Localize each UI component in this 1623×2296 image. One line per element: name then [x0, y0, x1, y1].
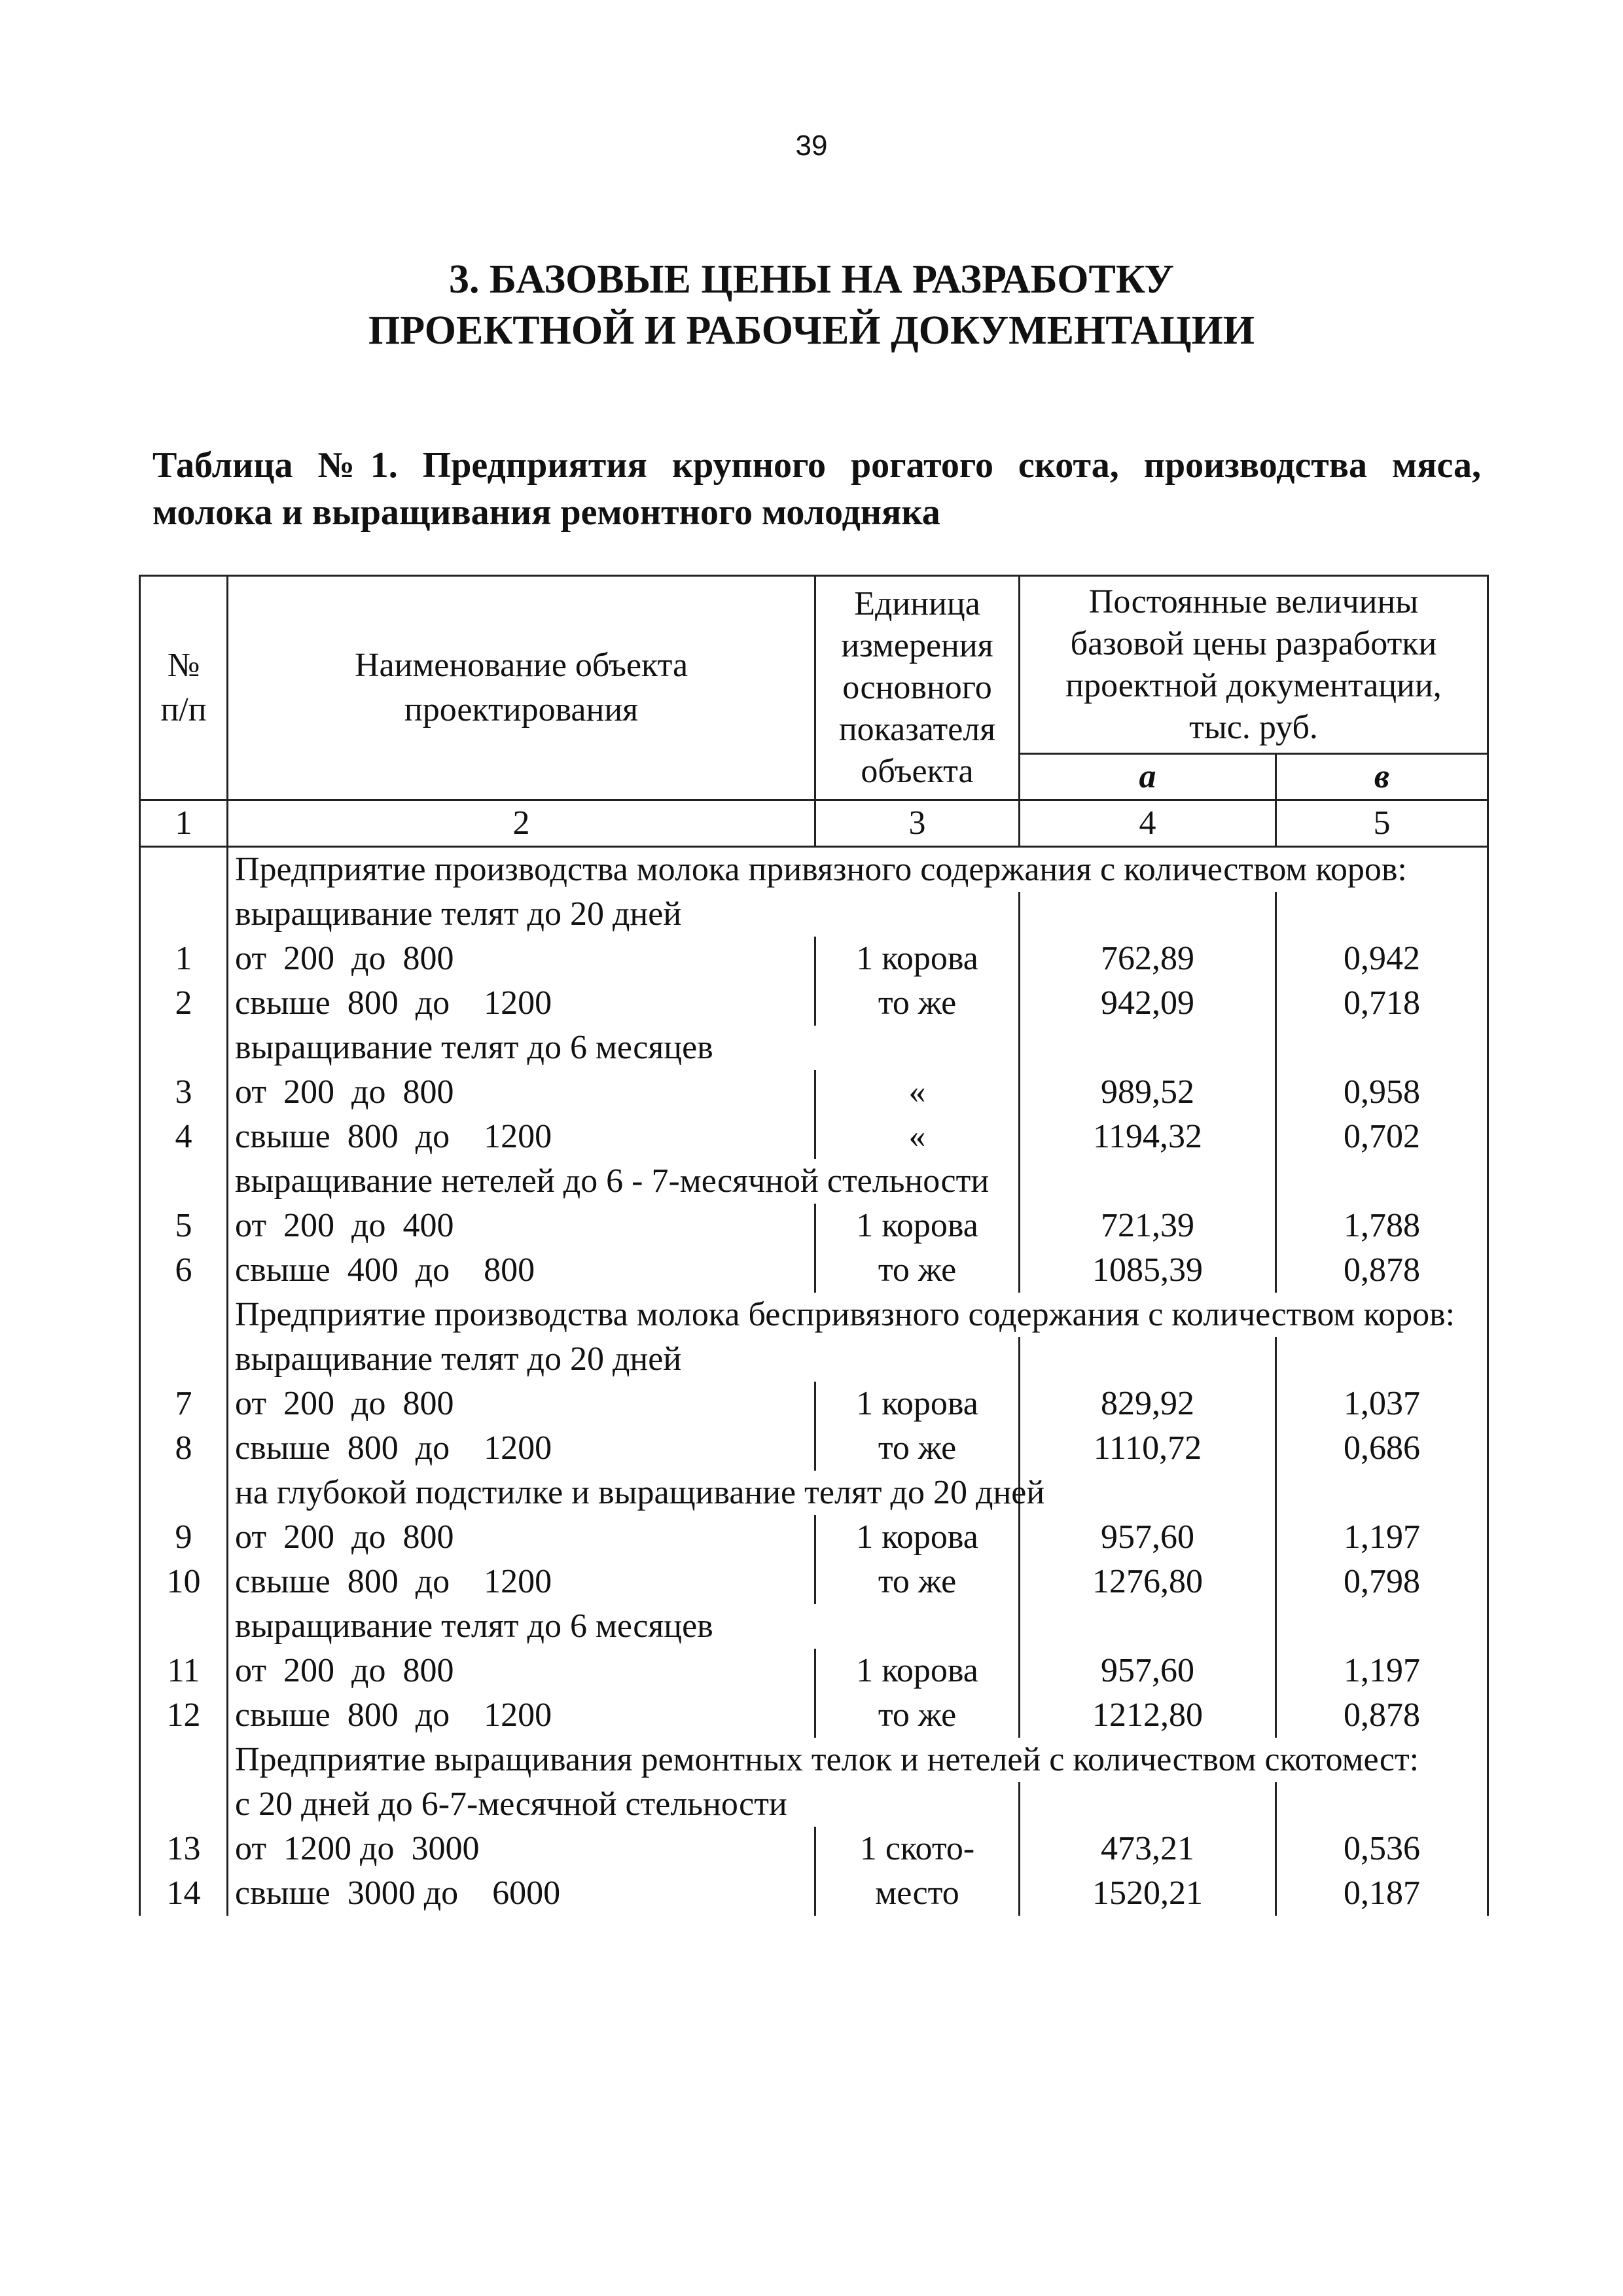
- group-title: Предприятие производства молока беспривязного содержания с количеством коров:: [228, 1293, 1488, 1337]
- table-row: [140, 1115, 1488, 1159]
- object-name: свыше 800 до 1200: [228, 981, 815, 1026]
- price-table: [139, 575, 1489, 1916]
- header-num-line: №: [167, 647, 200, 684]
- row-number-empty: [140, 1782, 228, 1827]
- subgroup-title: выращивание нетелей до 6 - 7-месячной стельности: [228, 1159, 1020, 1204]
- value-empty: [1020, 1471, 1276, 1515]
- object-name: свыше 800 до 1200: [228, 1560, 815, 1604]
- header-unit-line: объекта: [861, 753, 974, 790]
- value-b: 0,536: [1276, 1827, 1488, 1871]
- column-number: 2: [228, 800, 815, 847]
- unit-of-measure: 1 ското-: [815, 1827, 1020, 1871]
- value-a: 942,09: [1020, 981, 1276, 1026]
- row-number: 2: [140, 981, 228, 1026]
- value-empty: [1276, 1782, 1488, 1827]
- table-row: [140, 1515, 1488, 1560]
- subgroup-title: выращивание телят до 6 месяцев: [228, 1026, 1020, 1070]
- row-number: 3: [140, 1070, 228, 1115]
- unit-of-measure: место: [815, 1871, 1020, 1916]
- unit-of-measure: «: [815, 1115, 1020, 1159]
- table-row: [140, 1649, 1488, 1693]
- value-empty: [1020, 1782, 1276, 1827]
- row-number-empty: [140, 1337, 228, 1382]
- group-title: Предприятие производства молока привязного содержания с количеством коров:: [228, 847, 1488, 893]
- value-b: 0,942: [1276, 937, 1488, 981]
- row-number: 7: [140, 1382, 228, 1426]
- row-number: 8: [140, 1426, 228, 1471]
- row-number-empty: [140, 1604, 228, 1649]
- table-row: [140, 1426, 1488, 1471]
- value-b: 1,037: [1276, 1382, 1488, 1426]
- object-name: свыше 400 до 800: [228, 1248, 815, 1293]
- value-a: 989,52: [1020, 1070, 1276, 1115]
- object-name: от 200 до 400: [228, 1204, 815, 1248]
- object-name: от 1200 до 3000: [228, 1827, 815, 1871]
- column-number-row: [140, 800, 1488, 847]
- subgroup-title: с 20 дней до 6-7-месячной стельности: [228, 1782, 1020, 1827]
- column-number: 5: [1276, 800, 1488, 847]
- value-empty: [1020, 1337, 1276, 1382]
- row-number-empty: [140, 1293, 228, 1337]
- section-title-line-2: ПРОЕКТНОЙ И РАБОЧЕЙ ДОКУМЕНТАЦИИ: [368, 308, 1255, 353]
- value-a: 957,60: [1020, 1649, 1276, 1693]
- value-b: 0,718: [1276, 981, 1488, 1026]
- row-number-empty: [140, 1471, 228, 1515]
- value-empty: [1276, 1471, 1488, 1515]
- value-b: 0,878: [1276, 1693, 1488, 1738]
- row-number: 4: [140, 1115, 228, 1159]
- group-title-row: [140, 1293, 1488, 1337]
- subgroup-title-row: [140, 1604, 1488, 1649]
- value-a: 721,39: [1020, 1204, 1276, 1248]
- value-a: 473,21: [1020, 1827, 1276, 1871]
- value-empty: [1276, 1159, 1488, 1204]
- header-price: [1020, 576, 1488, 754]
- value-a: 957,60: [1020, 1515, 1276, 1560]
- object-name: от 200 до 800: [228, 1649, 815, 1693]
- object-name: от 200 до 800: [228, 1382, 815, 1426]
- object-name: свыше 800 до 1200: [228, 1426, 815, 1471]
- header-name-line: проектирования: [404, 691, 639, 728]
- unit-of-measure: то же: [815, 981, 1020, 1026]
- value-b: 0,878: [1276, 1248, 1488, 1293]
- subgroup-title: выращивание телят до 20 дней: [228, 892, 1020, 937]
- value-empty: [1020, 1026, 1276, 1070]
- unit-of-measure: 1 корова: [815, 1382, 1020, 1426]
- table-row: [140, 1693, 1488, 1738]
- unit-of-measure: то же: [815, 1248, 1020, 1293]
- subgroup-title-row: [140, 1471, 1488, 1515]
- table-row: [140, 1871, 1488, 1916]
- table-row: [140, 981, 1488, 1026]
- value-a: 1110,72: [1020, 1426, 1276, 1471]
- row-number-empty: [140, 892, 228, 937]
- value-b: 1,197: [1276, 1649, 1488, 1693]
- unit-of-measure: 1 корова: [815, 1204, 1020, 1248]
- subgroup-title-row: [140, 1159, 1488, 1204]
- header-price-line: Постоянные величины: [1088, 583, 1419, 620]
- value-a: 1276,80: [1020, 1560, 1276, 1604]
- object-name: свыше 800 до 1200: [228, 1115, 815, 1159]
- value-empty: [1020, 1604, 1276, 1649]
- subgroup-title-row: [140, 892, 1488, 937]
- header-price-line: базовой цены разработки: [1070, 624, 1437, 662]
- table-caption: Таблица №1. Предприятия крупного рогатого скота, производства мяса, молока и выращивания ремонтного молодняка: [152, 445, 1481, 533]
- page-number: 39: [795, 130, 828, 162]
- table-row: [140, 1560, 1488, 1604]
- header-unit: [815, 576, 1020, 800]
- header-unit-line: Единица: [854, 585, 980, 622]
- table-row: [140, 1827, 1488, 1871]
- value-b: 0,686: [1276, 1426, 1488, 1471]
- subgroup-title: выращивание телят до 6 месяцев: [228, 1604, 1020, 1649]
- value-a: 1520,21: [1020, 1871, 1276, 1916]
- row-number-empty: [140, 847, 228, 893]
- value-b: 0,798: [1276, 1560, 1488, 1604]
- row-number: 5: [140, 1204, 228, 1248]
- value-empty: [1020, 892, 1276, 937]
- header-num-line: п/п: [160, 691, 207, 728]
- subgroup-title-row: [140, 1337, 1488, 1382]
- value-empty: [1276, 1604, 1488, 1649]
- unit-of-measure: то же: [815, 1426, 1020, 1471]
- value-b: 0,702: [1276, 1115, 1488, 1159]
- table-row: [140, 1204, 1488, 1248]
- header-name: [228, 576, 815, 800]
- object-name: от 200 до 800: [228, 1515, 815, 1560]
- value-a: 1194,32: [1020, 1115, 1276, 1159]
- group-title-row: [140, 1738, 1488, 1782]
- unit-of-measure: 1 корова: [815, 1649, 1020, 1693]
- table-row: [140, 1248, 1488, 1293]
- table-row: [140, 1382, 1488, 1426]
- table-body: [140, 800, 1488, 1916]
- section-title-line-1: 3. БАЗОВЫЕ ЦЕНЫ НА РАЗРАБОТКУ: [448, 257, 1175, 302]
- table-row: [140, 937, 1488, 981]
- value-a: 762,89: [1020, 937, 1276, 981]
- section-title: [0, 254, 1623, 356]
- object-name: от 200 до 800: [228, 937, 815, 981]
- table-header: [140, 576, 1488, 800]
- row-number: 6: [140, 1248, 228, 1293]
- value-a: 1212,80: [1020, 1693, 1276, 1738]
- header-col-b: в: [1276, 754, 1488, 800]
- row-number-empty: [140, 1738, 228, 1782]
- row-number: 1: [140, 937, 228, 981]
- group-title-row: [140, 847, 1488, 893]
- row-number-empty: [140, 1159, 228, 1204]
- row-number: 12: [140, 1693, 228, 1738]
- value-b: 0,187: [1276, 1871, 1488, 1916]
- header-col-a: а: [1020, 754, 1276, 800]
- object-name: от 200 до 800: [228, 1070, 815, 1115]
- value-a: 1085,39: [1020, 1248, 1276, 1293]
- object-name: свыше 800 до 1200: [228, 1693, 815, 1738]
- header-price-line: проектной документации,: [1065, 666, 1442, 704]
- value-empty: [1276, 892, 1488, 937]
- header-unit-line: основного: [842, 669, 992, 706]
- row-number: 11: [140, 1649, 228, 1693]
- value-empty: [1020, 1159, 1276, 1204]
- subgroup-title-row: [140, 1782, 1488, 1827]
- object-name: свыше 3000 до 6000: [228, 1871, 815, 1916]
- row-number: 13: [140, 1827, 228, 1871]
- subgroup-title: выращивание телят до 20 дней: [228, 1337, 1020, 1382]
- value-empty: [1276, 1026, 1488, 1070]
- row-number: 14: [140, 1871, 228, 1916]
- value-b: 1,197: [1276, 1515, 1488, 1560]
- value-b: 1,788: [1276, 1204, 1488, 1248]
- value-b: 0,958: [1276, 1070, 1488, 1115]
- subgroup-title: на глубокой подстилке и выращивание телят до 20 дней: [228, 1471, 1020, 1515]
- unit-of-measure: 1 корова: [815, 1515, 1020, 1560]
- subgroup-title-row: [140, 1026, 1488, 1070]
- unit-of-measure: то же: [815, 1560, 1020, 1604]
- column-number: 1: [140, 800, 228, 847]
- row-number-empty: [140, 1026, 228, 1070]
- row-number: 10: [140, 1560, 228, 1604]
- value-empty: [1276, 1337, 1488, 1382]
- value-a: 829,92: [1020, 1382, 1276, 1426]
- header-name-line: Наименование объекта: [354, 647, 688, 684]
- header-unit-line: измерения: [841, 627, 993, 664]
- row-number: 9: [140, 1515, 228, 1560]
- header-unit-line: показателя: [838, 711, 996, 748]
- column-number: 3: [815, 800, 1020, 847]
- unit-of-measure: то же: [815, 1693, 1020, 1738]
- header-num: [140, 576, 228, 800]
- unit-of-measure: 1 корова: [815, 937, 1020, 981]
- column-number: 4: [1020, 800, 1276, 847]
- group-title: Предприятие выращивания ремонтных телок и нетелей с количеством скотомест:: [228, 1738, 1488, 1782]
- table-row: [140, 1070, 1488, 1115]
- unit-of-measure: «: [815, 1070, 1020, 1115]
- header-price-line: тыс. руб.: [1189, 708, 1318, 746]
